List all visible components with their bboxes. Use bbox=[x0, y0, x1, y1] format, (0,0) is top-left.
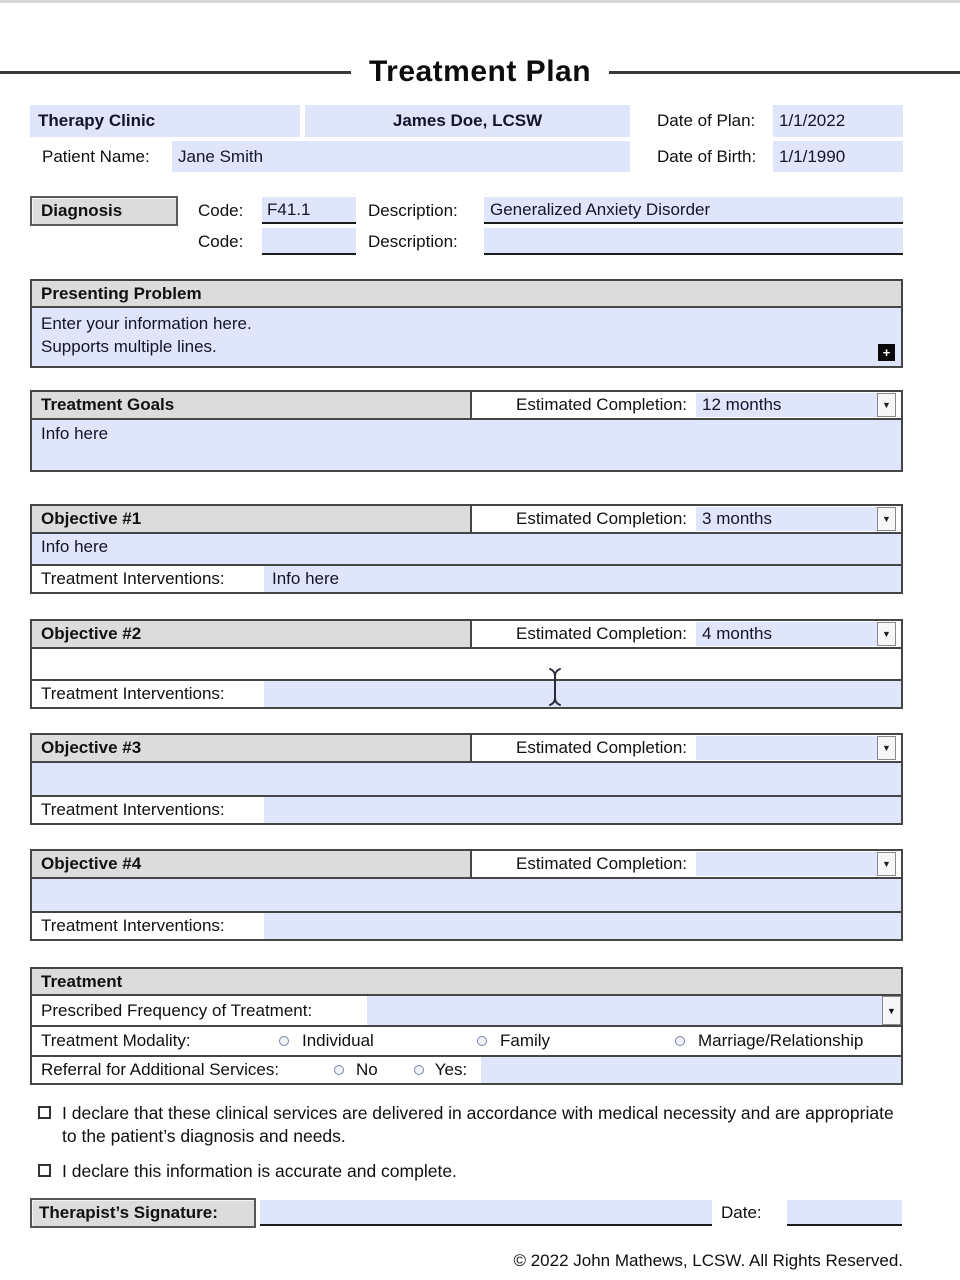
objective-3-heading: Objective #3 bbox=[32, 735, 472, 761]
objective-3-info-field[interactable] bbox=[32, 763, 901, 795]
treatment-heading: Treatment bbox=[32, 969, 901, 996]
treatment-goals-heading: Treatment Goals bbox=[32, 392, 472, 418]
diagnosis-code-field-2[interactable] bbox=[262, 228, 356, 255]
objective-1-interventions-field[interactable]: Info here bbox=[264, 566, 901, 592]
declaration-2 bbox=[38, 1160, 903, 1183]
objective-3-completion-dropdown[interactable] bbox=[696, 736, 896, 760]
treatment-interventions-label: Treatment Interventions: bbox=[41, 569, 225, 588]
header-row-1 bbox=[30, 105, 903, 137]
dropdown-arrow-button[interactable]: ▼ bbox=[877, 507, 896, 531]
radio-referral-yes-icon[interactable] bbox=[414, 1065, 424, 1075]
diagnosis-heading: Diagnosis bbox=[30, 196, 178, 226]
page-title: Treatment Plan bbox=[368, 55, 592, 88]
objective-2-completion-dropdown[interactable] bbox=[696, 622, 896, 646]
diagnosis-row-1 bbox=[30, 195, 903, 226]
treatment-interventions-label: Treatment Interventions: bbox=[41, 916, 225, 935]
estimated-completion-label: Estimated Completion: bbox=[516, 738, 688, 757]
treatment-goals-textarea[interactable]: Info here bbox=[32, 420, 901, 470]
presenting-problem-textarea[interactable] bbox=[32, 308, 901, 366]
date-of-birth-label: Date of Birth: bbox=[657, 146, 757, 166]
declaration-1-checkbox[interactable] bbox=[38, 1106, 51, 1119]
referral-row bbox=[32, 1055, 901, 1083]
expand-plus-button[interactable]: + bbox=[878, 344, 895, 361]
presenting-problem-line-1: Enter your information here. bbox=[41, 314, 252, 333]
frequency-dropdown[interactable] bbox=[367, 996, 901, 1025]
diagnosis-description-field-1[interactable]: Generalized Anxiety Disorder bbox=[484, 197, 903, 224]
estimated-completion-label: Estimated Completion: bbox=[516, 509, 688, 528]
presenting-problem-line-2: Supports multiple lines. bbox=[41, 337, 217, 356]
therapist-signature-field[interactable] bbox=[260, 1200, 712, 1226]
referral-no-label: No bbox=[356, 1060, 378, 1079]
objective-2-header bbox=[32, 621, 901, 649]
dropdown-arrow-button[interactable]: ▼ bbox=[877, 852, 896, 876]
objective-1-completion-dropdown[interactable] bbox=[696, 507, 896, 531]
objective-3-interventions-row bbox=[32, 795, 901, 823]
title-rule-right bbox=[609, 71, 960, 74]
title-rule-left bbox=[0, 71, 351, 74]
objective-4-interventions-field[interactable] bbox=[264, 913, 901, 939]
diagnosis-code-field-1[interactable]: F41.1 bbox=[262, 197, 356, 224]
objective-3-completion-value[interactable] bbox=[696, 736, 877, 760]
frequency-value[interactable] bbox=[367, 996, 882, 1025]
treatment-section bbox=[30, 967, 903, 1085]
family-label: Family bbox=[500, 1031, 551, 1050]
objective-2-completion-value[interactable]: 4 months bbox=[696, 622, 877, 646]
referral-yes-label: Yes: bbox=[434, 1060, 468, 1079]
objective-2-heading: Objective #2 bbox=[32, 621, 472, 647]
radio-individual-icon[interactable] bbox=[279, 1036, 289, 1046]
patient-name-field[interactable]: Jane Smith bbox=[172, 141, 630, 172]
title-bar bbox=[0, 54, 960, 90]
objective-1-section bbox=[30, 504, 903, 594]
radio-referral-no-icon[interactable] bbox=[334, 1065, 344, 1075]
declaration-1 bbox=[38, 1102, 903, 1148]
frequency-label: Prescribed Frequency of Treatment: bbox=[32, 996, 367, 1025]
treatment-interventions-label: Treatment Interventions: bbox=[41, 800, 225, 819]
modality-option-marriage[interactable] bbox=[675, 1031, 863, 1051]
modality-option-individual[interactable] bbox=[279, 1031, 477, 1051]
patient-name-label: Patient Name: bbox=[42, 146, 150, 166]
objective-2-info-field[interactable] bbox=[32, 649, 901, 679]
presenting-problem-section bbox=[30, 279, 903, 368]
estimated-completion-label: Estimated Completion: bbox=[516, 624, 688, 643]
radio-marriage-icon[interactable] bbox=[675, 1036, 685, 1046]
date-of-plan-label: Date of Plan: bbox=[657, 111, 756, 130]
objective-4-heading: Objective #4 bbox=[32, 851, 472, 877]
date-of-plan-field[interactable]: 1/1/2022 bbox=[773, 105, 903, 137]
objective-1-heading: Objective #1 bbox=[32, 506, 472, 532]
objective-1-header bbox=[32, 506, 901, 534]
objective-2-interventions-field[interactable] bbox=[264, 681, 901, 707]
code-label: Code: bbox=[198, 231, 244, 251]
goals-completion-dropdown[interactable] bbox=[696, 393, 896, 417]
marriage-label: Marriage/Relationship bbox=[698, 1031, 864, 1050]
copyright-text: © 2022 John Mathews, LCSW. All Rights Reserved. bbox=[513, 1251, 903, 1270]
dropdown-arrow-button[interactable]: ▼ bbox=[882, 996, 901, 1025]
header-row-2 bbox=[30, 141, 903, 172]
objective-1-info-field[interactable]: Info here bbox=[32, 534, 901, 564]
referral-label: Referral for Additional Services: bbox=[41, 1060, 280, 1079]
estimated-completion-label: Estimated Completion: bbox=[516, 395, 688, 414]
goals-completion-value[interactable]: 12 months bbox=[696, 393, 877, 417]
objective-4-header bbox=[32, 851, 901, 879]
radio-family-icon[interactable] bbox=[477, 1036, 487, 1046]
modality-option-family[interactable] bbox=[477, 1031, 675, 1051]
signature-date-label: Date: bbox=[721, 1203, 762, 1222]
signature-date-field[interactable] bbox=[787, 1200, 902, 1226]
objective-2-interventions-row bbox=[32, 679, 901, 707]
description-label: Description: bbox=[368, 200, 458, 220]
modality-row bbox=[32, 1025, 901, 1055]
date-of-birth-field[interactable]: 1/1/1990 bbox=[773, 141, 903, 172]
dropdown-arrow-button[interactable]: ▼ bbox=[877, 736, 896, 760]
declaration-2-text: I declare this information is accurate and complete. bbox=[62, 1161, 457, 1181]
objective-3-interventions-field[interactable] bbox=[264, 797, 901, 823]
treatment-goals-header bbox=[32, 392, 901, 420]
modality-label: Treatment Modality: bbox=[41, 1031, 191, 1050]
objective-1-completion-value[interactable]: 3 months bbox=[696, 507, 877, 531]
therapist-signature-heading: Therapist’s Signature: bbox=[30, 1198, 256, 1228]
objective-1-interventions-row bbox=[32, 564, 901, 592]
treatment-interventions-label: Treatment Interventions: bbox=[41, 684, 225, 703]
diagnosis-section bbox=[30, 195, 903, 257]
code-label: Code: bbox=[198, 200, 244, 220]
referral-detail-field[interactable] bbox=[481, 1057, 901, 1083]
objective-4-completion-dropdown[interactable] bbox=[696, 852, 896, 876]
description-label: Description: bbox=[368, 231, 458, 251]
diagnosis-row-2 bbox=[30, 226, 903, 257]
dropdown-arrow-button[interactable]: ▼ bbox=[877, 393, 896, 417]
diagnosis-description-field-2[interactable] bbox=[484, 228, 903, 255]
individual-label: Individual bbox=[302, 1031, 374, 1050]
objective-2-section bbox=[30, 619, 903, 709]
clinic-name-field[interactable]: Therapy Clinic bbox=[30, 105, 300, 137]
signature-row bbox=[30, 1197, 903, 1229]
text-cursor-icon bbox=[547, 667, 563, 707]
objective-3-section bbox=[30, 733, 903, 825]
declaration-2-checkbox[interactable] bbox=[38, 1164, 51, 1177]
dropdown-arrow-button[interactable]: ▼ bbox=[877, 622, 896, 646]
treatment-goals-section bbox=[30, 390, 903, 472]
estimated-completion-label: Estimated Completion: bbox=[516, 854, 688, 873]
objective-3-header bbox=[32, 735, 901, 763]
therapist-name-field[interactable]: James Doe, LCSW bbox=[305, 105, 630, 137]
objective-4-info-field[interactable] bbox=[32, 879, 901, 911]
frequency-row bbox=[32, 996, 901, 1025]
objective-4-section bbox=[30, 849, 903, 941]
objective-4-interventions-row bbox=[32, 911, 901, 939]
declaration-1-text: I declare that these clinical services are delivered in accordance with medical necessity and are appropriate to the patient’s diagnosis and needs. bbox=[62, 1103, 894, 1146]
presenting-problem-heading: Presenting Problem bbox=[32, 281, 901, 308]
objective-4-completion-value[interactable] bbox=[696, 852, 877, 876]
